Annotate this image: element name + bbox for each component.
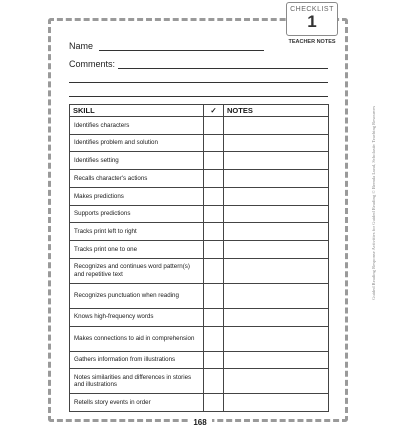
checklist-number: 1 [307, 12, 317, 31]
notes-cell[interactable] [224, 152, 329, 170]
check-cell[interactable] [204, 134, 224, 152]
name-line[interactable] [99, 50, 264, 51]
notes-cell[interactable] [224, 170, 329, 188]
notes-cell[interactable] [224, 187, 329, 205]
checklist-tab [286, 2, 338, 36]
check-cell[interactable] [204, 152, 224, 170]
name-label: Name [69, 41, 94, 51]
check-cell[interactable] [204, 170, 224, 188]
comments-label: Comments: [69, 59, 116, 69]
table-row [70, 241, 329, 259]
checklist-label: CHECKLIST [290, 6, 334, 13]
table-row [70, 187, 329, 205]
table-row [70, 308, 329, 326]
skill-cell: Notes similarities and differences in stories and illustrations [70, 369, 204, 394]
check-cell[interactable] [204, 205, 224, 223]
notes-cell[interactable] [224, 223, 329, 241]
skill-cell: Recognizes punctuation when reading [70, 283, 204, 308]
check-cell[interactable] [204, 326, 224, 351]
comments-line-3[interactable] [69, 96, 328, 97]
skill-cell: Tracks print left to right [70, 223, 204, 241]
check-cell[interactable] [204, 187, 224, 205]
notes-header: NOTES [224, 105, 329, 117]
check-cell[interactable] [204, 283, 224, 308]
check-cell[interactable] [204, 351, 224, 369]
notes-cell[interactable] [224, 351, 329, 369]
table-row [70, 394, 329, 412]
skill-cell: Recognizes and continues word pattern(s) and repetitive text [70, 258, 204, 283]
table-row [70, 117, 329, 135]
check-cell[interactable] [204, 258, 224, 283]
table-row [70, 170, 329, 188]
notes-cell[interactable] [224, 205, 329, 223]
comments-line-2[interactable] [69, 82, 328, 83]
skill-cell: Retells story events in order [70, 394, 204, 412]
check-cell[interactable] [204, 241, 224, 259]
skill-cell: Makes connections to aid in comprehension [70, 326, 204, 351]
notes-cell[interactable] [224, 326, 329, 351]
check-cell[interactable] [204, 394, 224, 412]
comments-line-1[interactable] [118, 68, 328, 69]
table-row [70, 351, 329, 369]
skill-header: SKILL [70, 105, 204, 117]
table-row [70, 152, 329, 170]
table-row [70, 283, 329, 308]
skill-cell: Supports predictions [70, 205, 204, 223]
notes-cell[interactable] [224, 258, 329, 283]
table-row [70, 205, 329, 223]
page-number: 168 [188, 417, 212, 429]
check-header: ✓ [204, 105, 224, 117]
copyright-credit: Guided Reading Response Activities for Guided Reading © Brenda Lund, Scholastic Teaching Resources [371, 105, 376, 300]
notes-cell[interactable] [224, 283, 329, 308]
check-cell[interactable] [204, 308, 224, 326]
table-row [70, 258, 329, 283]
skill-cell: Identifies problem and solution [70, 134, 204, 152]
check-cell[interactable] [204, 117, 224, 135]
skill-cell: Makes predictions [70, 187, 204, 205]
notes-cell[interactable] [224, 308, 329, 326]
table-row [70, 326, 329, 351]
notes-cell[interactable] [224, 117, 329, 135]
skills-checklist-table [69, 104, 329, 412]
table-row [70, 134, 329, 152]
notes-cell[interactable] [224, 369, 329, 394]
skill-cell: Recalls character's actions [70, 170, 204, 188]
table-row [70, 369, 329, 394]
notes-cell[interactable] [224, 241, 329, 259]
check-cell[interactable] [204, 369, 224, 394]
skill-cell: Gathers information from illustrations [70, 351, 204, 369]
skill-cell: Tracks print one to one [70, 241, 204, 259]
check-cell[interactable] [204, 223, 224, 241]
skill-cell: Knows high-frequency words [70, 308, 204, 326]
table-header-row [70, 105, 329, 117]
skill-cell: Identifies setting [70, 152, 204, 170]
skill-cell: Identifies characters [70, 117, 204, 135]
teacher-notes-label: TEACHER NOTES [288, 39, 336, 45]
notes-cell[interactable] [224, 394, 329, 412]
notes-cell[interactable] [224, 134, 329, 152]
table-row [70, 223, 329, 241]
